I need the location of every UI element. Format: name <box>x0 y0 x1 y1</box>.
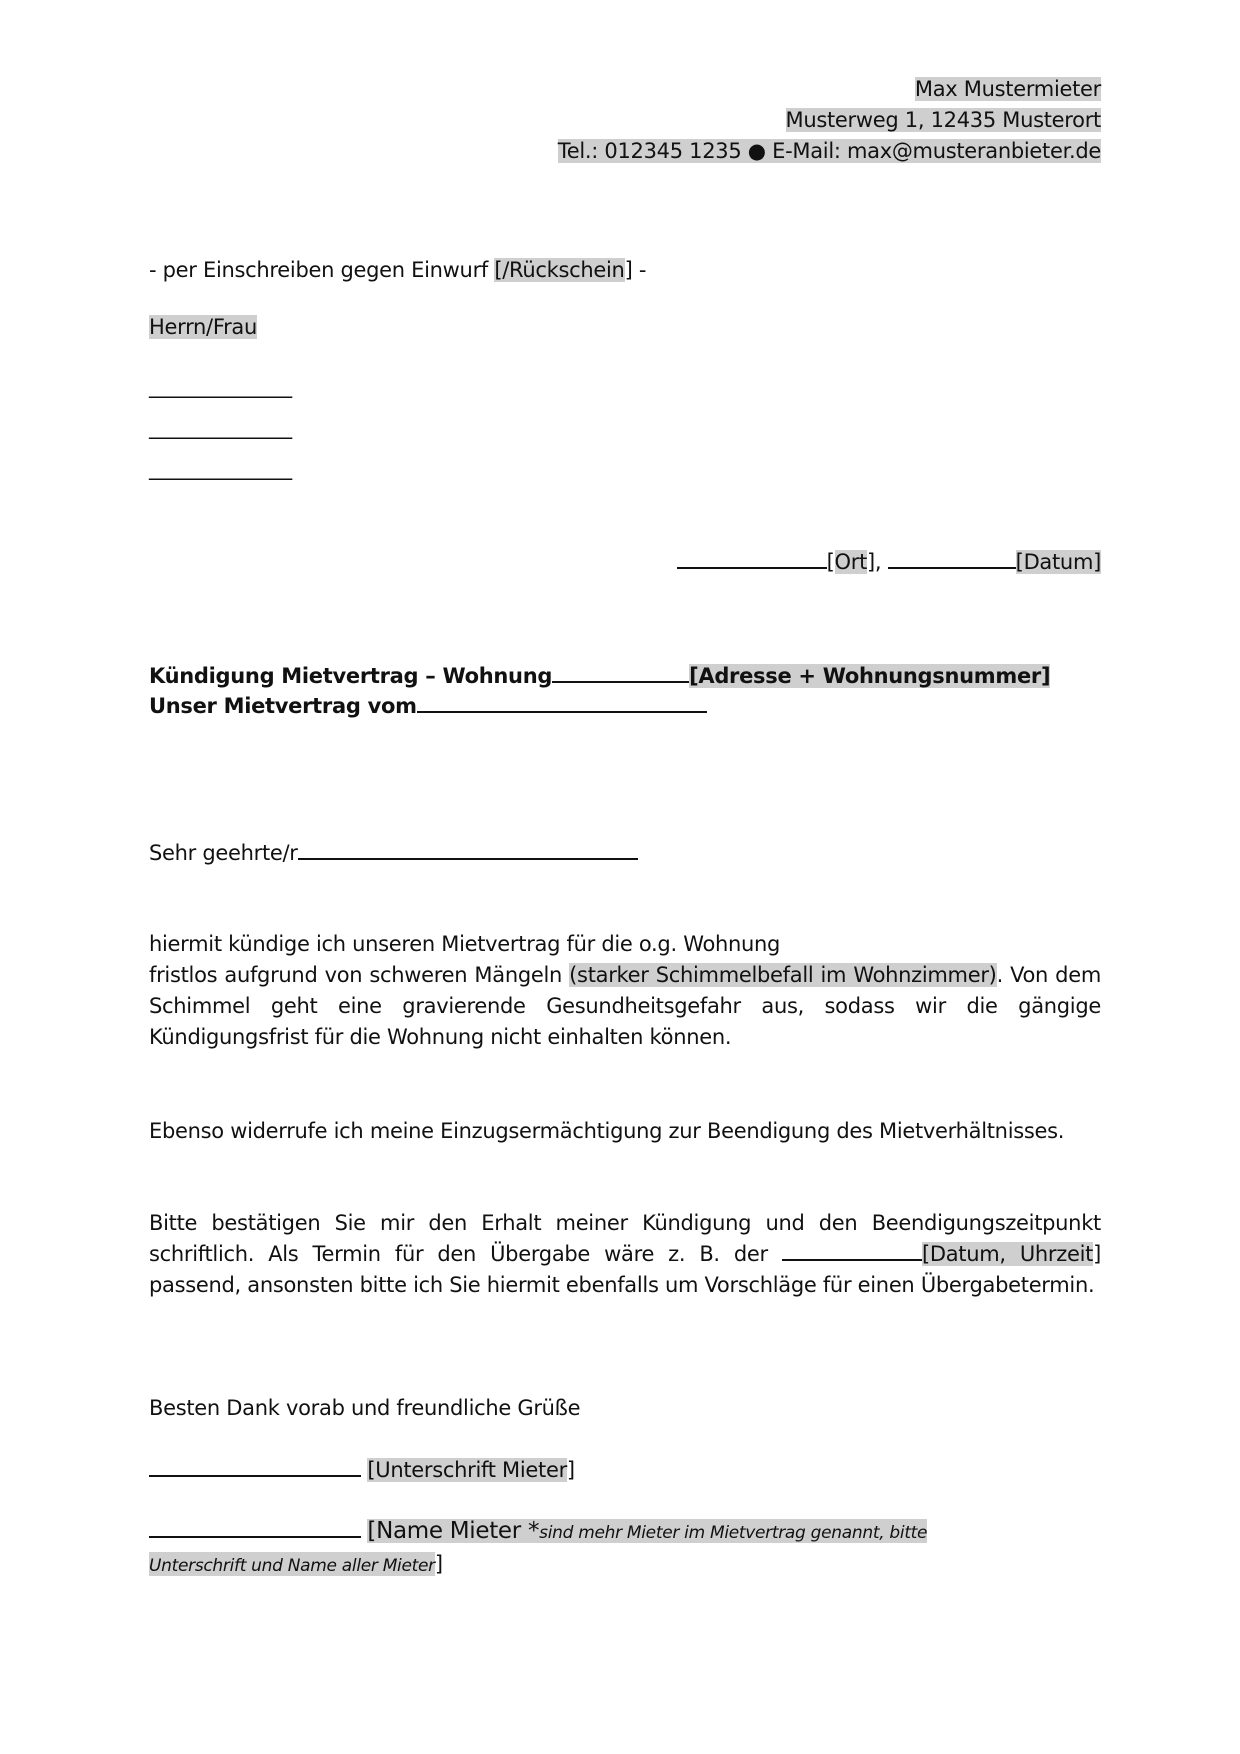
text: ] passend, ansonsten bitte ich Sie hiermit ebenfalls um Vorschläge für einen Übergabetermin. <box>149 1242 1101 1297</box>
datum-placeholder: Datum] <box>1023 550 1101 574</box>
place-date <box>149 547 1101 578</box>
greeting-text: Sehr geehrte/r <box>149 841 298 865</box>
text: Bitte bestätigen Sie mir den Erhalt meiner Kündigung und den Beendigungszeitpunkt schriftlich. Als Termin für den Übergabe wäre z. B. der <box>149 1211 1101 1266</box>
name-line <box>149 1516 1029 1582</box>
name-blank <box>149 1516 361 1538</box>
closing <box>149 1393 1101 1424</box>
recipient-line: ______________ <box>149 415 292 439</box>
recipient-lines <box>149 366 1101 489</box>
text: fristlos aufgrund von schweren Mängeln <box>149 963 570 987</box>
date-time-placeholder: [Datum, Uhrzeit <box>921 1242 1094 1266</box>
subject-line-1: Kündigung Mietvertrag – Wohnung <box>149 664 553 688</box>
sender-block <box>149 74 1101 167</box>
text: . Von dem Schimmel geht eine gravierende Gesundheitsgefahr aus, sodass wir die gängige Kündigungsfrist für die Wohnung nicht einhalten können. <box>149 963 1101 1049</box>
subject-line-2: Unser Mietvertrag vom <box>149 694 417 718</box>
blank <box>782 1239 922 1261</box>
salutation: Herrn/Frau <box>149 315 257 339</box>
subject <box>149 661 1101 721</box>
address-placeholder: [Adresse + Wohnungsnummer] <box>689 664 1051 688</box>
paragraph-3 <box>149 1208 1101 1301</box>
name-placeholder: [Name Mieter * <box>367 1518 540 1544</box>
paragraph-2 <box>149 1116 1101 1147</box>
signature-blank <box>149 1455 361 1477</box>
recipient-line: ______________ <box>149 374 292 398</box>
ort-placeholder: Ort <box>834 550 867 574</box>
bracket: ] <box>566 1458 575 1482</box>
bracket: ] <box>434 1552 443 1576</box>
bracket: [ <box>826 550 835 574</box>
multiple-tenants-note: sind mehr Mieter im Mietvertrag genannt, bitte Unterschrift und Name aller Mieter <box>149 1523 928 1576</box>
greeting <box>149 838 1101 869</box>
text: Ebenso widerrufe ich meine Einzugsermächtigung zur Beendigung des Mietverhältnisses. <box>149 1119 1065 1143</box>
blank <box>298 838 638 860</box>
blank <box>417 691 707 713</box>
sender-name: Max Mustermieter <box>914 77 1101 101</box>
defect-placeholder: (starker Schimmelbefall im Wohnzimmer) <box>569 963 997 987</box>
delivery-prefix: - per Einschreiben gegen Einwurf <box>149 258 495 282</box>
closing-text: Besten Dank vorab und freundliche Grüße <box>149 1396 581 1420</box>
ort-blank <box>677 547 827 569</box>
sender-contact: Tel.: 012345 1235 ● E-Mail: max@musteranbieter.de <box>557 139 1101 163</box>
paragraph-1 <box>149 929 1101 1053</box>
datum-blank <box>888 547 1016 569</box>
bracket: [ <box>1015 550 1024 574</box>
text: hiermit kündige ich unseren Mietvertrag für die o.g. Wohnung <box>149 932 781 956</box>
sender-address: Musterweg 1, 12435 Musterort <box>785 108 1101 132</box>
blank <box>552 661 689 683</box>
signature-line <box>149 1455 1101 1486</box>
bracket: ], <box>867 550 888 574</box>
recipient-salutation <box>149 312 1101 343</box>
delivery-method <box>149 255 1101 286</box>
recipient-line: ______________ <box>149 456 292 480</box>
delivery-suffix: ] - <box>624 258 647 282</box>
signature-placeholder: [Unterschrift Mieter <box>367 1458 567 1482</box>
delivery-option: [/Rückschein <box>494 258 625 282</box>
